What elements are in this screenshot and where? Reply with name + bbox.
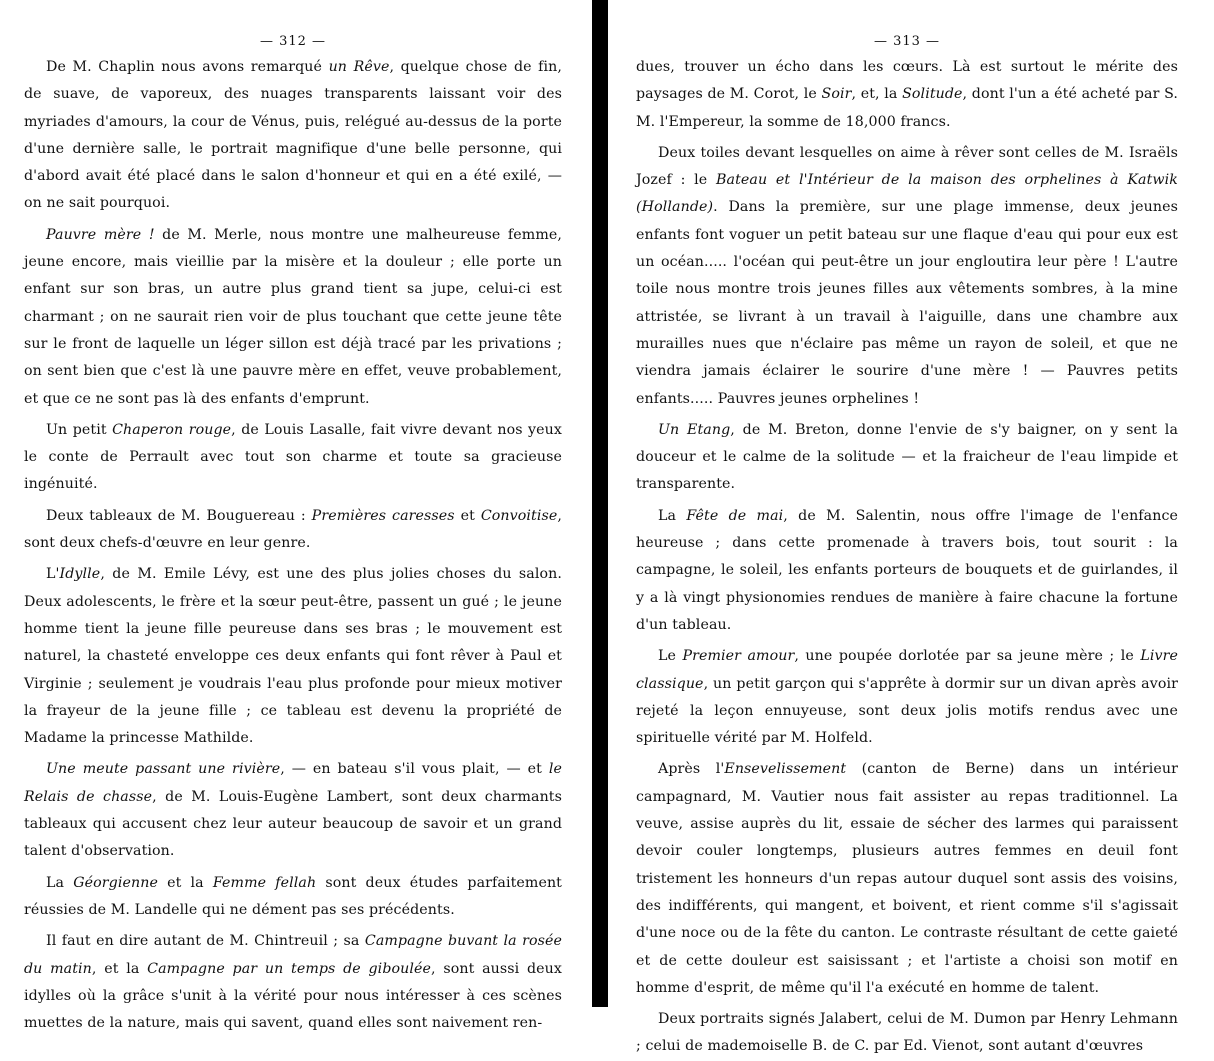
- text-run: , dont l'un a été acheté par S. M. l'Empereur, la somme de 18,000 francs.: [636, 86, 1178, 130]
- text-run: , de M. Louis-Eugène Lambert, sont deux charmants tableaux qui accusent chez leur auteur beaucoup de savoir et un grand talent d'observation.: [24, 788, 562, 860]
- text-run: , quelque chose de fin, de suave, de vaporeux, des nuages transparents laissant voir des myriades d'amours, la cour de Vénus, puis, relégué au-dessus de la porte d'une dernière salle, le portrait magnifique d'une belle personne, qui d'abord avait été placé dans le salon d'honneur et qui en a été exilé, — on ne sait pourquoi.: [24, 59, 562, 212]
- paragraph: [636, 756, 1178, 1002]
- text-run: , et, la: [851, 86, 903, 103]
- paragraph: [636, 140, 1178, 413]
- artwork-title: Soir: [821, 86, 852, 103]
- artwork-title: le Relais de chasse: [24, 761, 563, 805]
- artwork-title: Premières caresses: [311, 507, 455, 524]
- text-run: L': [46, 566, 60, 583]
- artwork-title: un Rêve: [328, 59, 390, 75]
- paragraph: [24, 561, 562, 752]
- paragraph: [24, 928, 562, 1037]
- artwork-title: Campagne par un temps de giboulée: [147, 960, 432, 977]
- text-run: dues, trouver un écho dans les cœurs. Là est surtout le mérite des paysages de M. Corot, le: [636, 59, 1178, 103]
- left-page: [0, 0, 592, 1032]
- text-run: La: [658, 507, 687, 524]
- text-run: Il faut en dire autant de M. Chintreuil ; sa: [46, 933, 365, 950]
- text-run: , sont aussi deux idylles où la grâce s'unit à la vérité pour nous intéresser à ces scènes muettes de la nature, mais qui savent, quand elles sont naivement ren-: [24, 960, 562, 1032]
- paragraph: [24, 54, 562, 218]
- paragraph: [24, 503, 562, 558]
- book-gutter: [592, 0, 608, 1007]
- artwork-title: Solitude: [902, 86, 963, 103]
- text-run: de M. Merle, nous montre une malheureuse femme, jeune encore, mais vieillie par la misère et la douleur ; elle porte un enfant sur son bras, un autre plus grand tient sa jupe, celui-ci est charmant ; on ne saurait rien voir de plus touchant que cette jeune tête sur le front de laquelle un léger sillon est déjà tracé par les privations ; on sent bien que c'est là une pauvre mère en effet, veuve probablement, et que ce ne sont pas là des enfants d'emprunt.: [24, 226, 562, 407]
- artwork-title: Premier amour: [682, 648, 795, 665]
- paragraph: [636, 503, 1178, 639]
- text-run: , — en bateau s'il vous plait, — et: [280, 761, 549, 778]
- text-run: , de M. Breton, donne l'envie de s'y baigner, on y sent la douceur et le calme de la solitude — et la fraicheur de l'eau limpide et transparente.: [636, 421, 1178, 493]
- artwork-title: Pauvre mère !: [46, 226, 155, 243]
- paragraph: [636, 417, 1178, 499]
- artwork-title: Femme fellah: [212, 874, 317, 891]
- artwork-title: Chaperon rouge: [112, 421, 232, 438]
- text-run: (canton de Berne) dans un intérieur campagnard, M. Vautier nous fait assister au repas traditionnel. La veuve, assise auprès du lit, essaie de sécher des larmes qui paraissent devoir couler longtemps, plusieurs autres femmes en deuil font tristement les honneurs d'un repas autour duquel sont assis des voisins, des indifférents, qui mangent, et boivent, et rient comme s'il s'agissait d'une noce ou de la fête du canton. Le contraste résultant de cette gaieté et de cette douleur est saisissant ; et l'artiste a choisi son motif en homme d'esprit, de même qu'il l'a exécuté en homme de talent.: [636, 761, 1178, 996]
- text-run: La: [46, 874, 74, 891]
- text-run: , de Louis Lasalle, fait vivre devant nos yeux le conte de Perrault avec tout son charme et toute sa gracieuse ingénuité.: [24, 421, 562, 493]
- text-run: . Dans la première, sur une plage immense, deux jeunes enfants font voguer un petit bateau sur une flaque d'eau qui pour eux est un océan..... l'océan qui peut-être un jour engloutira leur père ! L'autre toile nous montre trois jeunes filles aux vêtements sombres, à la mine attristée, se livrant à un travail à l'aiguille, dans une chambre aux murailles nues que n'éclaire pas même un rayon de soleil, et que ne viendra jamais éclairer le sourire d'une mère ! — Pauvres petits enfants..... Pauvres jeunes orphelines !: [636, 199, 1178, 407]
- artwork-title: Un Etang: [658, 421, 731, 438]
- artwork-title: Géorgienne: [73, 874, 158, 891]
- text-run: Deux portraits signés Jalabert, celui de M. Dumon par Henry Lehmann ; celui de mademoiselle B. de C. par Ed. Vienot, sont autant d'œuvres: [636, 1011, 1178, 1055]
- text-run: , de M. Emile Lévy, est une des plus jolies choses du salon. Deux adolescents, le frère et la sœur peut-être, passent un gué ; le jeune homme tient la jeune fille peureuse dans ses bras ; le mouvement est naturel, la chasteté enveloppe ces deux enfants qui font rêver à Paul et Virginie ; seulement je voudrais l'eau plus profonde pour mieux motiver la frayeur de la jeune fille ; ce tableau est devenu la propriété de Madame la princesse Mathilde.: [24, 566, 562, 747]
- text-run: De M. Chaplin nous avons remarqué: [46, 59, 329, 75]
- text-run: , et la: [91, 960, 148, 977]
- paragraph: [24, 756, 562, 865]
- text-run: Le: [658, 648, 683, 665]
- text-run: Un petit: [46, 421, 113, 438]
- right-page-text: [636, 54, 1178, 1061]
- paragraph: [24, 222, 562, 413]
- text-run: , sont deux chefs-d'œuvre en leur genre.: [24, 507, 562, 552]
- text-run: et: [454, 507, 481, 524]
- text-run: Après l': [658, 761, 725, 778]
- left-page-text: [24, 54, 562, 1037]
- page-number: — 313 —: [873, 34, 941, 49]
- artwork-title: Ensevelissement: [724, 761, 847, 778]
- paragraph: [24, 870, 562, 925]
- artwork-title: Campagne buvant la rosée du matin: [24, 933, 562, 977]
- artwork-title: Convoitise: [480, 507, 558, 524]
- text-run: Deux toiles devant lesquelles on aime à rêver sont celles de M. Israëls Jozef : le: [636, 144, 1178, 189]
- artwork-title: Livre classique: [636, 648, 1178, 692]
- paragraph: [636, 54, 1178, 136]
- text-run: , un petit garçon qui s'apprête à dormir sur un divan après avoir rejeté la leçon ennuyeuse, sont deux jolis motifs rendus avec une spirituelle vérité par M. Holfeld.: [636, 675, 1178, 747]
- paragraph: [636, 643, 1178, 752]
- text-run: et la: [157, 874, 213, 891]
- paragraph: [24, 417, 562, 499]
- text-run: sont deux études parfaitement réussies de M. Landelle qui ne dément pas ses précédents.: [24, 874, 562, 918]
- artwork-title: Idylle: [59, 566, 101, 583]
- paragraph: [636, 1006, 1178, 1061]
- text-run: , de M. Salentin, nous offre l'image de l'enfance heureuse ; dans cette promenade à travers bois, tout sourit : la campagne, le soleil, les enfants porteurs de bouquets et de guirlandes, il y a là vingt physionomies rendues de manière à faire chacune la fortune d'un tableau.: [636, 507, 1178, 633]
- artwork-title: Fête de mai: [686, 507, 784, 524]
- text-run: , une poupée dorlotée par sa jeune mère ; le: [794, 648, 1141, 665]
- text-run: Deux tableaux de M. Bouguereau :: [46, 507, 312, 524]
- page-number: — 312 —: [259, 34, 327, 49]
- artwork-title: Une meute passant une rivière: [46, 761, 281, 778]
- artwork-title: Bateau et l'Intérieur de la maison des orphelines à Katwik (Hollande): [636, 172, 1178, 216]
- right-page: [608, 0, 1214, 1055]
